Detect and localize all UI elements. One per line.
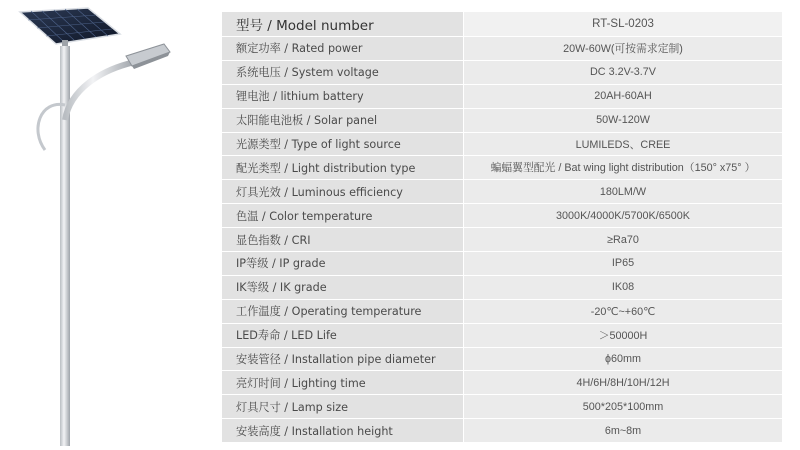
spec-label: 安装高度 / Installation height (222, 419, 464, 443)
spec-value: -20℃~+60℃ (464, 299, 783, 323)
spec-label: IP等级 / IP grade (222, 252, 464, 276)
spec-value: 50W-120W (464, 108, 783, 132)
spec-label: 色温 / Color temperature (222, 204, 464, 228)
spec-label: 灯具尺寸 / Lamp size (222, 395, 464, 419)
spec-row (222, 156, 782, 180)
spec-header-label: 型号 / Model number (222, 12, 464, 37)
spec-label: 配光类型 / Light distribution type (222, 156, 464, 180)
spec-row (222, 347, 782, 371)
spec-value: 20W-60W(可按需求定制) (464, 37, 783, 61)
spec-label: 亮灯时间 / Lighting time (222, 371, 464, 395)
spec-row (222, 204, 782, 228)
spec-row (222, 84, 782, 108)
spec-row (222, 108, 782, 132)
spec-row (222, 60, 782, 84)
spec-label: 光源类型 / Type of light source (222, 132, 464, 156)
spec-value: IP65 (464, 252, 783, 276)
spec-value: ≥Ra70 (464, 228, 783, 252)
lamp-head (126, 44, 170, 69)
spec-row (222, 252, 782, 276)
spec-value: 500*205*100mm (464, 395, 783, 419)
spec-header-row (222, 12, 782, 37)
spec-row (222, 275, 782, 299)
spec-value: 20AH-60AH (464, 84, 783, 108)
spec-value: IK08 (464, 275, 783, 299)
spec-row (222, 37, 782, 61)
spec-label: 工作温度 / Operating temperature (222, 299, 464, 323)
spec-row (222, 323, 782, 347)
spec-row (222, 132, 782, 156)
spec-label: 太阳能电池板 / Solar panel (222, 108, 464, 132)
street-light-illustration (0, 0, 190, 450)
spec-value: 6m~8m (464, 419, 783, 443)
spec-label: 显色指数 / CRI (222, 228, 464, 252)
spec-label: 额定功率 / Rated power (222, 37, 464, 61)
spec-row (222, 395, 782, 419)
spec-label: 锂电池 / lithium battery (222, 84, 464, 108)
spec-row (222, 180, 782, 204)
spec-header-value: RT-SL-0203 (464, 12, 783, 37)
spec-value: 蝙蝠翼型配光 / Bat wing light distribution（150° x75° ） (464, 156, 783, 180)
spec-row (222, 419, 782, 443)
spec-value: DC 3.2V-3.7V (464, 60, 783, 84)
spec-label: LED寿命 / LED Life (222, 323, 464, 347)
lamp-arm (65, 62, 135, 120)
spec-value: 3000K/4000K/5700K/6500K (464, 204, 783, 228)
spec-value: 4H/6H/8H/10H/12H (464, 371, 783, 395)
spec-row (222, 371, 782, 395)
spec-label: 安装管径 / Installation pipe diameter (222, 347, 464, 371)
spec-label: 系统电压 / System voltage (222, 60, 464, 84)
spec-value: LUMILEDS、CREE (464, 132, 783, 156)
spec-row (222, 228, 782, 252)
solar-panel (20, 8, 120, 44)
solar-street-light-image (0, 0, 190, 450)
spec-row (222, 299, 782, 323)
spec-label: 灯具光效 / Luminous efficiency (222, 180, 464, 204)
spec-table (222, 11, 782, 443)
spec-label: IK等级 / IK grade (222, 275, 464, 299)
spec-value: 180LM/W (464, 180, 783, 204)
spec-value: ＞50000H (464, 323, 783, 347)
spec-value: ɸ60mm (464, 347, 783, 371)
